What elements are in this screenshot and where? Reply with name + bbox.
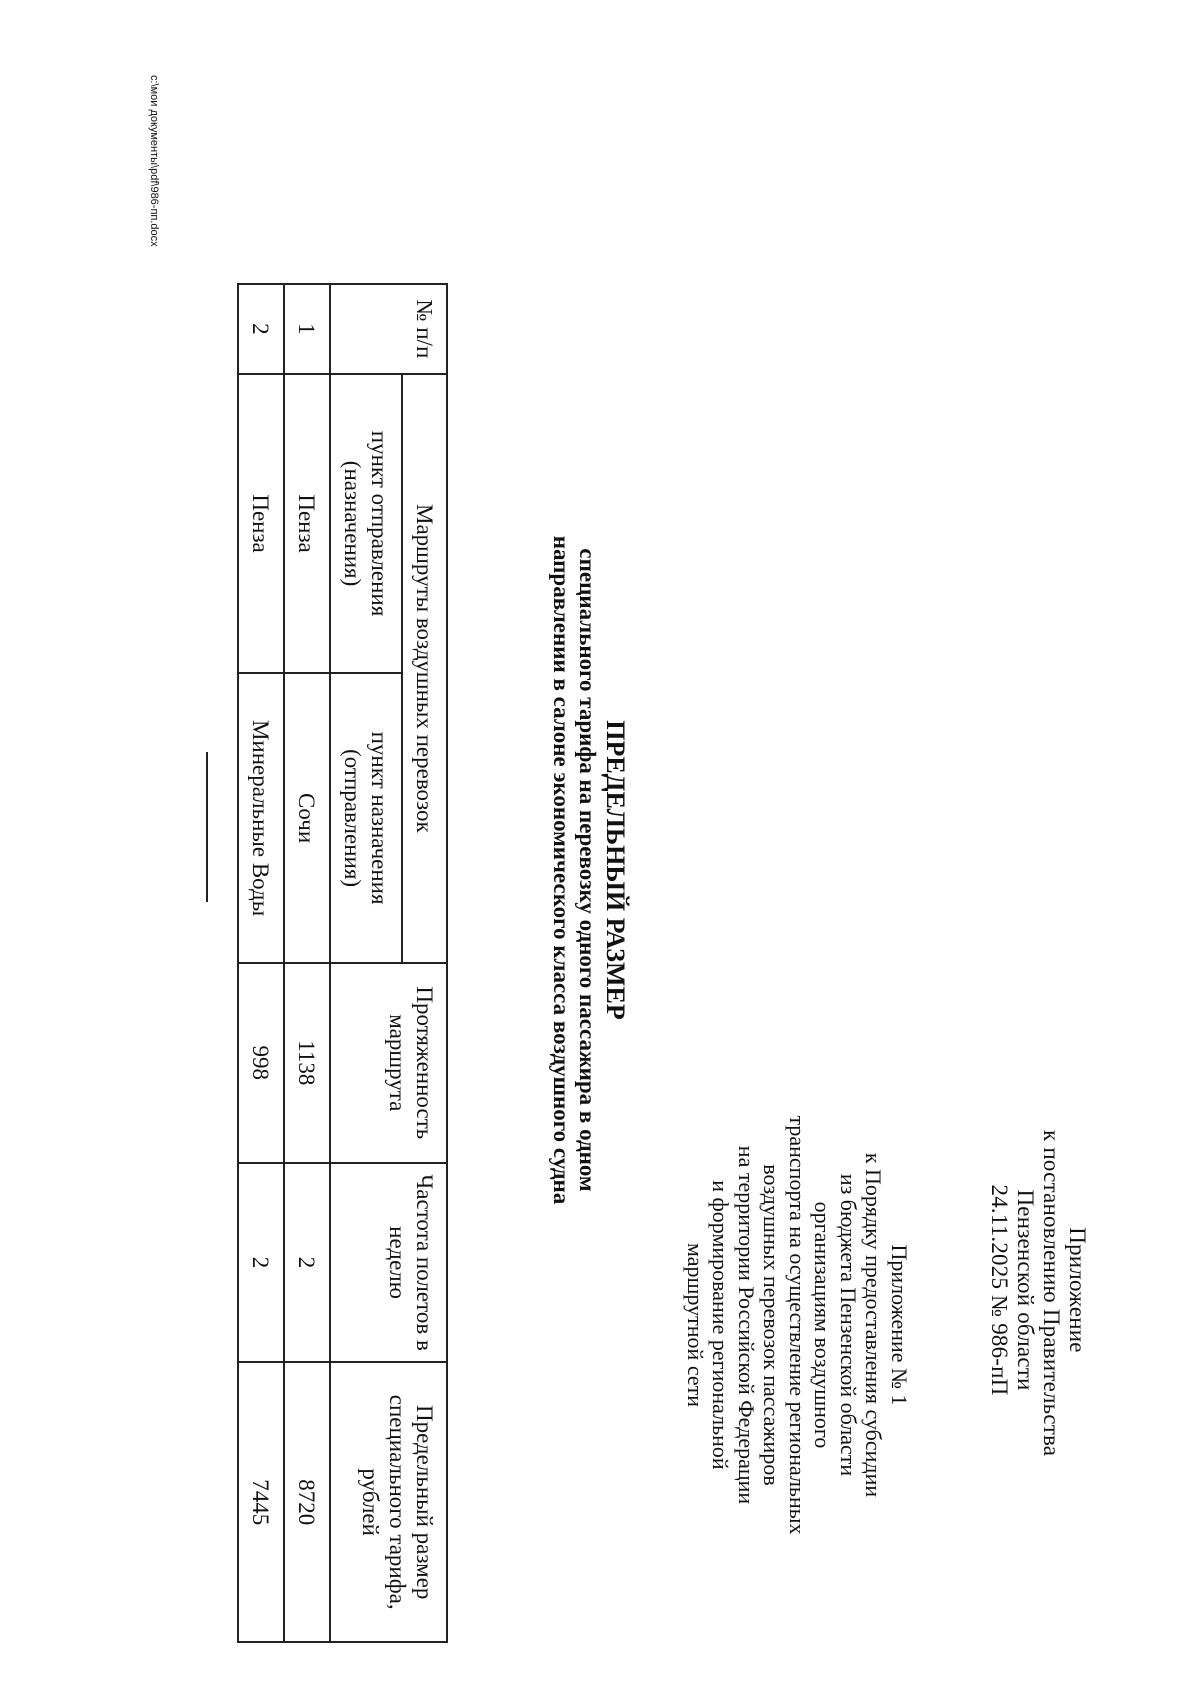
cell-length: 998 (238, 963, 284, 1163)
order-line: на территории Российской Федерации (734, 1145, 759, 1505)
order-line: из бюджета Пензенской области (836, 1173, 861, 1477)
document-title (548, 220, 630, 1520)
order-reference-block (683, 1110, 913, 1540)
header-routes: Маршруты воздушных перевозок (402, 374, 447, 963)
table-header-row (402, 284, 447, 1642)
separator-line (206, 752, 208, 902)
cell-to: Сочи (284, 673, 330, 963)
approval-line: Пензенской области (1013, 1189, 1038, 1391)
tariff-table (237, 283, 448, 1643)
order-line: транспорта на осуществление региональных (785, 1115, 810, 1535)
header-num: № п/п (330, 284, 447, 374)
cell-length: 1138 (284, 963, 330, 1163)
header-length: Протяженность маршрута (330, 963, 447, 1163)
title-subline: направлении в салоне экономического класса воздушного судна (549, 535, 574, 1205)
cell-tariff: 7445 (238, 1362, 284, 1642)
header-to: пункт назначения (отправления) (330, 673, 402, 963)
header-from: пункт отправления (назначения) (330, 374, 402, 673)
order-line: маршрутной сети (683, 1242, 708, 1408)
approval-line: к постановлению Правительства (1039, 1130, 1064, 1457)
order-line: организациям воздушного (810, 1201, 836, 1449)
cell-tariff: 8720 (284, 1362, 330, 1642)
approval-line: Приложение (1065, 1227, 1090, 1353)
title-main: ПРЕДЕЛЬНЫЙ РАЗМЕР (601, 720, 630, 1020)
header-frequency: Частота полетов в неделю (330, 1163, 447, 1363)
cell-num: 1 (284, 284, 330, 374)
order-line: воздушных перевозок пассажиров (759, 1164, 785, 1486)
cell-from: Пенза (284, 374, 330, 673)
cell-from: Пенза (238, 374, 284, 673)
cell-frequency: 2 (238, 1163, 284, 1363)
file-path-footer: c:\мои документы\pdf\986-пп.docx (148, 75, 160, 247)
header-tariff: Предельный размер специального тарифа, рублей (330, 1362, 447, 1642)
approval-block (986, 1130, 1090, 1457)
table-row (238, 284, 284, 1642)
order-line: к Порядку предоставления субсидии (861, 1152, 887, 1498)
order-line: Приложение № 1 (887, 1244, 912, 1406)
approval-line: 24.11.2025 № 986-пП (987, 1184, 1012, 1396)
order-line: и формирование региональной (708, 1180, 734, 1470)
title-subline: специального тарифа на перевозку одного пассажира в одном (575, 548, 600, 1192)
cell-to: Минеральные Воды (238, 673, 284, 963)
cell-num: 2 (238, 284, 284, 374)
table-row (284, 284, 330, 1642)
cell-frequency: 2 (284, 1163, 330, 1363)
